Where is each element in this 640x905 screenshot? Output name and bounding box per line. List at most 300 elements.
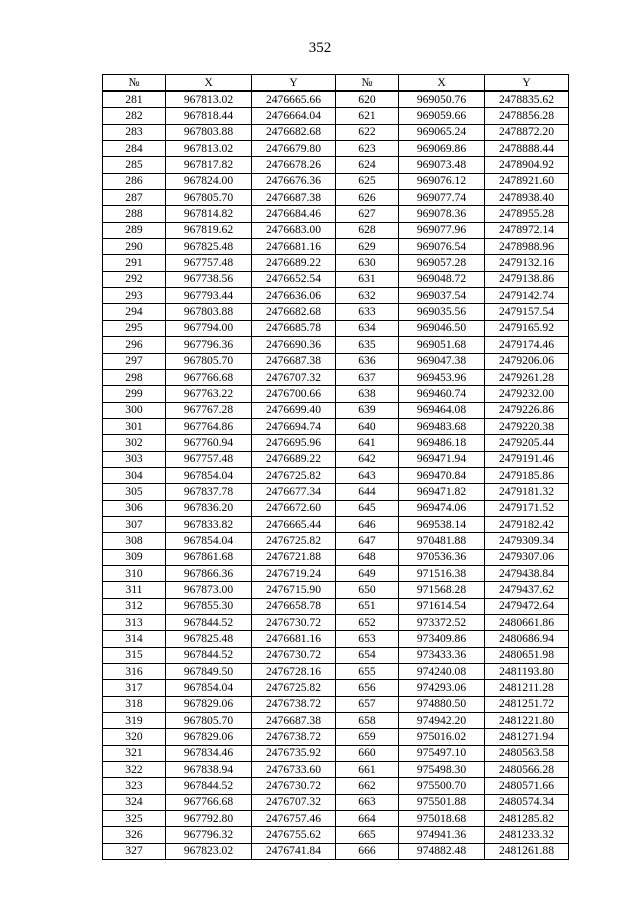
cell-y-right: 2479307.06 bbox=[485, 549, 569, 565]
table-header-row bbox=[103, 75, 569, 92]
cell-number-right: 632 bbox=[336, 288, 399, 304]
cell-number-right: 639 bbox=[336, 402, 399, 418]
cell-y-right: 2479261.28 bbox=[485, 369, 569, 385]
table-row bbox=[103, 369, 569, 385]
cell-y-right: 2479132.16 bbox=[485, 255, 569, 271]
table-row bbox=[103, 615, 569, 631]
cell-y-right: 2478904.92 bbox=[485, 157, 569, 173]
cell-number-right: 641 bbox=[336, 435, 399, 451]
cell-y-right: 2480563.58 bbox=[485, 745, 569, 761]
cell-y-right: 2479437.62 bbox=[485, 582, 569, 598]
cell-x-left: 967803.88 bbox=[166, 304, 252, 320]
cell-y-right: 2479157.54 bbox=[485, 304, 569, 320]
cell-y-left: 2476707.32 bbox=[252, 794, 336, 810]
cell-y-left: 2476687.38 bbox=[252, 190, 336, 206]
cell-x-right: 973372.52 bbox=[399, 615, 485, 631]
cell-number-right: 655 bbox=[336, 664, 399, 680]
cell-number-left: 287 bbox=[103, 190, 166, 206]
cell-x-right: 969047.38 bbox=[399, 353, 485, 369]
cell-y-left: 2476685.78 bbox=[252, 320, 336, 336]
cell-number-right: 646 bbox=[336, 516, 399, 532]
cell-number-left: 314 bbox=[103, 631, 166, 647]
cell-x-right: 974880.50 bbox=[399, 696, 485, 712]
table-row bbox=[103, 631, 569, 647]
cell-number-right: 660 bbox=[336, 745, 399, 761]
cell-number-left: 308 bbox=[103, 533, 166, 549]
cell-y-left: 2476728.16 bbox=[252, 664, 336, 680]
table-row bbox=[103, 304, 569, 320]
cell-number-right: 623 bbox=[336, 141, 399, 157]
cell-x-left: 967844.52 bbox=[166, 647, 252, 663]
cell-number-right: 620 bbox=[336, 91, 399, 108]
cell-number-left: 311 bbox=[103, 582, 166, 598]
cell-x-right: 969471.94 bbox=[399, 451, 485, 467]
cell-number-left: 309 bbox=[103, 549, 166, 565]
cell-x-left: 967833.82 bbox=[166, 516, 252, 532]
cell-number-right: 636 bbox=[336, 353, 399, 369]
table-row bbox=[103, 484, 569, 500]
cell-x-left: 967819.62 bbox=[166, 222, 252, 238]
cell-x-left: 967767.28 bbox=[166, 402, 252, 418]
cell-y-right: 2481221.80 bbox=[485, 713, 569, 729]
table-row bbox=[103, 206, 569, 222]
cell-x-left: 967803.88 bbox=[166, 124, 252, 140]
table-row bbox=[103, 337, 569, 353]
cell-x-right: 973433.36 bbox=[399, 647, 485, 663]
cell-x-right: 971614.54 bbox=[399, 598, 485, 614]
cell-y-left: 2476725.82 bbox=[252, 680, 336, 696]
cell-number-left: 318 bbox=[103, 696, 166, 712]
cell-y-right: 2479142.74 bbox=[485, 288, 569, 304]
table-row bbox=[103, 762, 569, 778]
cell-y-right: 2478955.28 bbox=[485, 206, 569, 222]
cell-y-left: 2476694.74 bbox=[252, 418, 336, 434]
cell-number-left: 291 bbox=[103, 255, 166, 271]
cell-y-left: 2476730.72 bbox=[252, 615, 336, 631]
cell-y-right: 2479138.86 bbox=[485, 271, 569, 287]
header-number-left: № bbox=[103, 75, 166, 92]
cell-number-left: 286 bbox=[103, 173, 166, 189]
cell-y-left: 2476755.62 bbox=[252, 827, 336, 843]
cell-x-right: 969483.68 bbox=[399, 418, 485, 434]
cell-x-left: 967844.52 bbox=[166, 778, 252, 794]
cell-x-right: 975497.10 bbox=[399, 745, 485, 761]
cell-x-left: 967738.56 bbox=[166, 271, 252, 287]
cell-x-right: 975018.68 bbox=[399, 811, 485, 827]
table-row bbox=[103, 565, 569, 581]
coordinates-table bbox=[102, 74, 569, 860]
cell-x-right: 969474.06 bbox=[399, 500, 485, 516]
cell-y-right: 2479205.44 bbox=[485, 435, 569, 451]
cell-y-right: 2480651.98 bbox=[485, 647, 569, 663]
table-row bbox=[103, 435, 569, 451]
cell-x-left: 967837.78 bbox=[166, 484, 252, 500]
cell-number-left: 325 bbox=[103, 811, 166, 827]
cell-x-left: 967854.04 bbox=[166, 680, 252, 696]
cell-number-right: 650 bbox=[336, 582, 399, 598]
cell-x-left: 967764.86 bbox=[166, 418, 252, 434]
cell-number-left: 289 bbox=[103, 222, 166, 238]
cell-number-left: 290 bbox=[103, 239, 166, 255]
cell-number-right: 665 bbox=[336, 827, 399, 843]
cell-y-left: 2476658.78 bbox=[252, 598, 336, 614]
cell-number-left: 301 bbox=[103, 418, 166, 434]
cell-number-left: 321 bbox=[103, 745, 166, 761]
cell-y-right: 2478835.62 bbox=[485, 91, 569, 108]
cell-number-right: 661 bbox=[336, 762, 399, 778]
cell-x-right: 969076.12 bbox=[399, 173, 485, 189]
table-row bbox=[103, 386, 569, 402]
cell-x-right: 975016.02 bbox=[399, 729, 485, 745]
cell-y-left: 2476715.90 bbox=[252, 582, 336, 598]
cell-number-left: 296 bbox=[103, 337, 166, 353]
cell-y-right: 2478872.20 bbox=[485, 124, 569, 140]
cell-y-right: 2478921.60 bbox=[485, 173, 569, 189]
cell-number-left: 322 bbox=[103, 762, 166, 778]
cell-number-left: 306 bbox=[103, 500, 166, 516]
header-y-right: Y bbox=[485, 75, 569, 92]
table-row bbox=[103, 451, 569, 467]
cell-x-right: 969048.72 bbox=[399, 271, 485, 287]
cell-y-right: 2479220.38 bbox=[485, 418, 569, 434]
cell-number-right: 658 bbox=[336, 713, 399, 729]
cell-x-left: 967760.94 bbox=[166, 435, 252, 451]
cell-x-right: 974941.36 bbox=[399, 827, 485, 843]
cell-number-right: 664 bbox=[336, 811, 399, 827]
cell-number-right: 631 bbox=[336, 271, 399, 287]
cell-number-right: 651 bbox=[336, 598, 399, 614]
cell-number-left: 300 bbox=[103, 402, 166, 418]
cell-number-left: 294 bbox=[103, 304, 166, 320]
cell-number-right: 657 bbox=[336, 696, 399, 712]
cell-x-left: 967817.82 bbox=[166, 157, 252, 173]
cell-y-right: 2479472.64 bbox=[485, 598, 569, 614]
cell-y-left: 2476719.24 bbox=[252, 565, 336, 581]
cell-number-right: 626 bbox=[336, 190, 399, 206]
cell-number-right: 666 bbox=[336, 843, 399, 859]
cell-y-left: 2476681.16 bbox=[252, 631, 336, 647]
table-row bbox=[103, 91, 569, 108]
cell-x-right: 969460.74 bbox=[399, 386, 485, 402]
cell-y-right: 2480661.86 bbox=[485, 615, 569, 631]
cell-x-right: 969051.68 bbox=[399, 337, 485, 353]
cell-y-left: 2476730.72 bbox=[252, 778, 336, 794]
cell-number-right: 644 bbox=[336, 484, 399, 500]
cell-number-left: 323 bbox=[103, 778, 166, 794]
cell-number-left: 292 bbox=[103, 271, 166, 287]
cell-number-right: 628 bbox=[336, 222, 399, 238]
cell-number-right: 647 bbox=[336, 533, 399, 549]
cell-number-right: 622 bbox=[336, 124, 399, 140]
cell-number-left: 283 bbox=[103, 124, 166, 140]
cell-x-left: 967763.22 bbox=[166, 386, 252, 402]
cell-x-right: 969471.82 bbox=[399, 484, 485, 500]
table-row bbox=[103, 124, 569, 140]
table-row bbox=[103, 843, 569, 859]
page-number: 352 bbox=[308, 40, 332, 56]
cell-x-left: 967854.04 bbox=[166, 533, 252, 549]
cell-x-left: 967805.70 bbox=[166, 713, 252, 729]
cell-y-right: 2479206.06 bbox=[485, 353, 569, 369]
cell-x-right: 974240.08 bbox=[399, 664, 485, 680]
cell-x-left: 967796.36 bbox=[166, 337, 252, 353]
cell-number-left: 281 bbox=[103, 91, 166, 108]
cell-x-right: 971516.38 bbox=[399, 565, 485, 581]
cell-y-right: 2479232.00 bbox=[485, 386, 569, 402]
cell-number-right: 649 bbox=[336, 565, 399, 581]
cell-y-left: 2476664.04 bbox=[252, 108, 336, 124]
table-row bbox=[103, 255, 569, 271]
cell-x-left: 967866.36 bbox=[166, 565, 252, 581]
cell-y-left: 2476690.36 bbox=[252, 337, 336, 353]
table-row bbox=[103, 500, 569, 516]
cell-y-left: 2476738.72 bbox=[252, 729, 336, 745]
cell-number-right: 633 bbox=[336, 304, 399, 320]
table-body bbox=[103, 91, 569, 860]
table-row bbox=[103, 108, 569, 124]
table-row bbox=[103, 549, 569, 565]
cell-y-right: 2478856.28 bbox=[485, 108, 569, 124]
cell-y-left: 2476741.84 bbox=[252, 843, 336, 859]
cell-y-right: 2480571.66 bbox=[485, 778, 569, 794]
table-row bbox=[103, 713, 569, 729]
cell-y-left: 2476738.72 bbox=[252, 696, 336, 712]
cell-x-left: 967825.48 bbox=[166, 631, 252, 647]
table-row bbox=[103, 696, 569, 712]
cell-y-left: 2476679.80 bbox=[252, 141, 336, 157]
cell-x-left: 967766.68 bbox=[166, 794, 252, 810]
cell-x-right: 973409.86 bbox=[399, 631, 485, 647]
table-row bbox=[103, 664, 569, 680]
table-row bbox=[103, 745, 569, 761]
cell-number-right: 624 bbox=[336, 157, 399, 173]
cell-y-left: 2476725.82 bbox=[252, 533, 336, 549]
cell-y-left: 2476721.88 bbox=[252, 549, 336, 565]
table-row bbox=[103, 598, 569, 614]
cell-x-right: 969538.14 bbox=[399, 516, 485, 532]
cell-number-left: 320 bbox=[103, 729, 166, 745]
cell-x-left: 967757.48 bbox=[166, 255, 252, 271]
cell-number-right: 663 bbox=[336, 794, 399, 810]
cell-y-right: 2481271.94 bbox=[485, 729, 569, 745]
cell-x-left: 967792.80 bbox=[166, 811, 252, 827]
cell-y-left: 2476689.22 bbox=[252, 451, 336, 467]
cell-number-left: 298 bbox=[103, 369, 166, 385]
cell-number-right: 635 bbox=[336, 337, 399, 353]
cell-y-right: 2479226.86 bbox=[485, 402, 569, 418]
cell-y-left: 2476683.00 bbox=[252, 222, 336, 238]
cell-number-left: 310 bbox=[103, 565, 166, 581]
cell-number-left: 304 bbox=[103, 467, 166, 483]
cell-number-left: 285 bbox=[103, 157, 166, 173]
cell-y-left: 2476733.60 bbox=[252, 762, 336, 778]
table-row bbox=[103, 271, 569, 287]
table-row bbox=[103, 141, 569, 157]
cell-number-left: 312 bbox=[103, 598, 166, 614]
cell-number-left: 299 bbox=[103, 386, 166, 402]
table-row bbox=[103, 353, 569, 369]
cell-x-right: 970481.88 bbox=[399, 533, 485, 549]
cell-x-left: 967805.70 bbox=[166, 190, 252, 206]
cell-number-right: 627 bbox=[336, 206, 399, 222]
table-row bbox=[103, 794, 569, 810]
cell-x-left: 967813.02 bbox=[166, 91, 252, 108]
cell-y-left: 2476725.82 bbox=[252, 467, 336, 483]
cell-number-left: 282 bbox=[103, 108, 166, 124]
cell-x-left: 967829.06 bbox=[166, 696, 252, 712]
cell-x-right: 971568.28 bbox=[399, 582, 485, 598]
cell-y-right: 2479181.32 bbox=[485, 484, 569, 500]
table-row bbox=[103, 418, 569, 434]
cell-x-right: 969037.54 bbox=[399, 288, 485, 304]
cell-x-left: 967855.30 bbox=[166, 598, 252, 614]
cell-y-right: 2479191.46 bbox=[485, 451, 569, 467]
cell-x-left: 967824.00 bbox=[166, 173, 252, 189]
cell-x-right: 975501.88 bbox=[399, 794, 485, 810]
cell-y-left: 2476689.22 bbox=[252, 255, 336, 271]
cell-y-right: 2479171.52 bbox=[485, 500, 569, 516]
cell-number-left: 324 bbox=[103, 794, 166, 810]
cell-number-left: 297 bbox=[103, 353, 166, 369]
header-x-right: X bbox=[399, 75, 485, 92]
cell-x-right: 969078.36 bbox=[399, 206, 485, 222]
cell-y-right: 2478938.40 bbox=[485, 190, 569, 206]
cell-y-right: 2481233.32 bbox=[485, 827, 569, 843]
table-row bbox=[103, 190, 569, 206]
table-row bbox=[103, 467, 569, 483]
cell-x-right: 969050.76 bbox=[399, 91, 485, 108]
cell-x-right: 974942.20 bbox=[399, 713, 485, 729]
cell-y-left: 2476682.68 bbox=[252, 124, 336, 140]
cell-y-left: 2476757.46 bbox=[252, 811, 336, 827]
cell-number-left: 302 bbox=[103, 435, 166, 451]
cell-x-right: 974882.48 bbox=[399, 843, 485, 859]
cell-x-left: 967796.32 bbox=[166, 827, 252, 843]
cell-y-right: 2481211.28 bbox=[485, 680, 569, 696]
cell-x-right: 969046.50 bbox=[399, 320, 485, 336]
cell-number-left: 316 bbox=[103, 664, 166, 680]
cell-x-right: 969057.28 bbox=[399, 255, 485, 271]
table-row bbox=[103, 647, 569, 663]
cell-y-left: 2476652.54 bbox=[252, 271, 336, 287]
cell-x-left: 967813.02 bbox=[166, 141, 252, 157]
cell-y-right: 2479438.84 bbox=[485, 565, 569, 581]
cell-number-right: 659 bbox=[336, 729, 399, 745]
cell-number-left: 305 bbox=[103, 484, 166, 500]
cell-x-right: 969470.84 bbox=[399, 467, 485, 483]
header-number-right: № bbox=[336, 75, 399, 92]
cell-y-right: 2480686.94 bbox=[485, 631, 569, 647]
cell-y-left: 2476665.66 bbox=[252, 91, 336, 108]
table-row bbox=[103, 157, 569, 173]
table-row bbox=[103, 827, 569, 843]
cell-number-left: 307 bbox=[103, 516, 166, 532]
cell-number-right: 630 bbox=[336, 255, 399, 271]
cell-x-left: 967766.68 bbox=[166, 369, 252, 385]
cell-x-left: 967844.52 bbox=[166, 615, 252, 631]
cell-y-left: 2476699.40 bbox=[252, 402, 336, 418]
cell-y-left: 2476730.72 bbox=[252, 647, 336, 663]
cell-x-left: 967861.68 bbox=[166, 549, 252, 565]
cell-number-right: 640 bbox=[336, 418, 399, 434]
table-row bbox=[103, 222, 569, 238]
cell-x-right: 969076.54 bbox=[399, 239, 485, 255]
cell-number-right: 629 bbox=[336, 239, 399, 255]
cell-number-right: 634 bbox=[336, 320, 399, 336]
cell-number-right: 643 bbox=[336, 467, 399, 483]
cell-x-left: 967849.50 bbox=[166, 664, 252, 680]
cell-y-right: 2480574.34 bbox=[485, 794, 569, 810]
cell-y-right: 2481193.80 bbox=[485, 664, 569, 680]
cell-number-left: 327 bbox=[103, 843, 166, 859]
table-row bbox=[103, 320, 569, 336]
cell-x-right: 975498.30 bbox=[399, 762, 485, 778]
cell-y-right: 2479174.46 bbox=[485, 337, 569, 353]
cell-y-left: 2476672.60 bbox=[252, 500, 336, 516]
cell-x-right: 969453.96 bbox=[399, 369, 485, 385]
cell-number-left: 313 bbox=[103, 615, 166, 631]
cell-y-left: 2476707.32 bbox=[252, 369, 336, 385]
cell-x-right: 969073.48 bbox=[399, 157, 485, 173]
cell-number-left: 303 bbox=[103, 451, 166, 467]
cell-x-right: 975500.70 bbox=[399, 778, 485, 794]
cell-x-right: 970536.36 bbox=[399, 549, 485, 565]
cell-y-right: 2479185.86 bbox=[485, 467, 569, 483]
table-row bbox=[103, 402, 569, 418]
cell-y-right: 2478988.96 bbox=[485, 239, 569, 255]
cell-y-left: 2476700.66 bbox=[252, 386, 336, 402]
cell-y-left: 2476735.92 bbox=[252, 745, 336, 761]
cell-y-left: 2476687.38 bbox=[252, 353, 336, 369]
cell-x-left: 967854.04 bbox=[166, 467, 252, 483]
cell-y-right: 2480566.28 bbox=[485, 762, 569, 778]
cell-number-right: 645 bbox=[336, 500, 399, 516]
cell-number-right: 654 bbox=[336, 647, 399, 663]
cell-y-right: 2479182.42 bbox=[485, 516, 569, 532]
table-row bbox=[103, 533, 569, 549]
cell-x-left: 967836.20 bbox=[166, 500, 252, 516]
cell-x-right: 969464.08 bbox=[399, 402, 485, 418]
cell-y-left: 2476684.46 bbox=[252, 206, 336, 222]
cell-x-left: 967825.48 bbox=[166, 239, 252, 255]
cell-number-right: 638 bbox=[336, 386, 399, 402]
cell-number-right: 653 bbox=[336, 631, 399, 647]
cell-x-left: 967793.44 bbox=[166, 288, 252, 304]
cell-x-left: 967757.48 bbox=[166, 451, 252, 467]
cell-x-left: 967829.06 bbox=[166, 729, 252, 745]
cell-y-right: 2479309.34 bbox=[485, 533, 569, 549]
cell-y-right: 2478888.44 bbox=[485, 141, 569, 157]
cell-x-right: 969035.56 bbox=[399, 304, 485, 320]
table-row bbox=[103, 239, 569, 255]
cell-number-right: 656 bbox=[336, 680, 399, 696]
cell-y-left: 2476676.36 bbox=[252, 173, 336, 189]
cell-number-right: 621 bbox=[336, 108, 399, 124]
cell-x-left: 967818.44 bbox=[166, 108, 252, 124]
cell-y-right: 2481285.82 bbox=[485, 811, 569, 827]
cell-number-right: 637 bbox=[336, 369, 399, 385]
cell-number-left: 326 bbox=[103, 827, 166, 843]
cell-x-left: 967834.46 bbox=[166, 745, 252, 761]
cell-x-right: 969077.74 bbox=[399, 190, 485, 206]
cell-x-left: 967838.94 bbox=[166, 762, 252, 778]
table-row bbox=[103, 680, 569, 696]
cell-y-right: 2481251.72 bbox=[485, 696, 569, 712]
cell-y-left: 2476678.26 bbox=[252, 157, 336, 173]
cell-x-right: 969486.18 bbox=[399, 435, 485, 451]
table-row bbox=[103, 582, 569, 598]
cell-x-right: 969065.24 bbox=[399, 124, 485, 140]
